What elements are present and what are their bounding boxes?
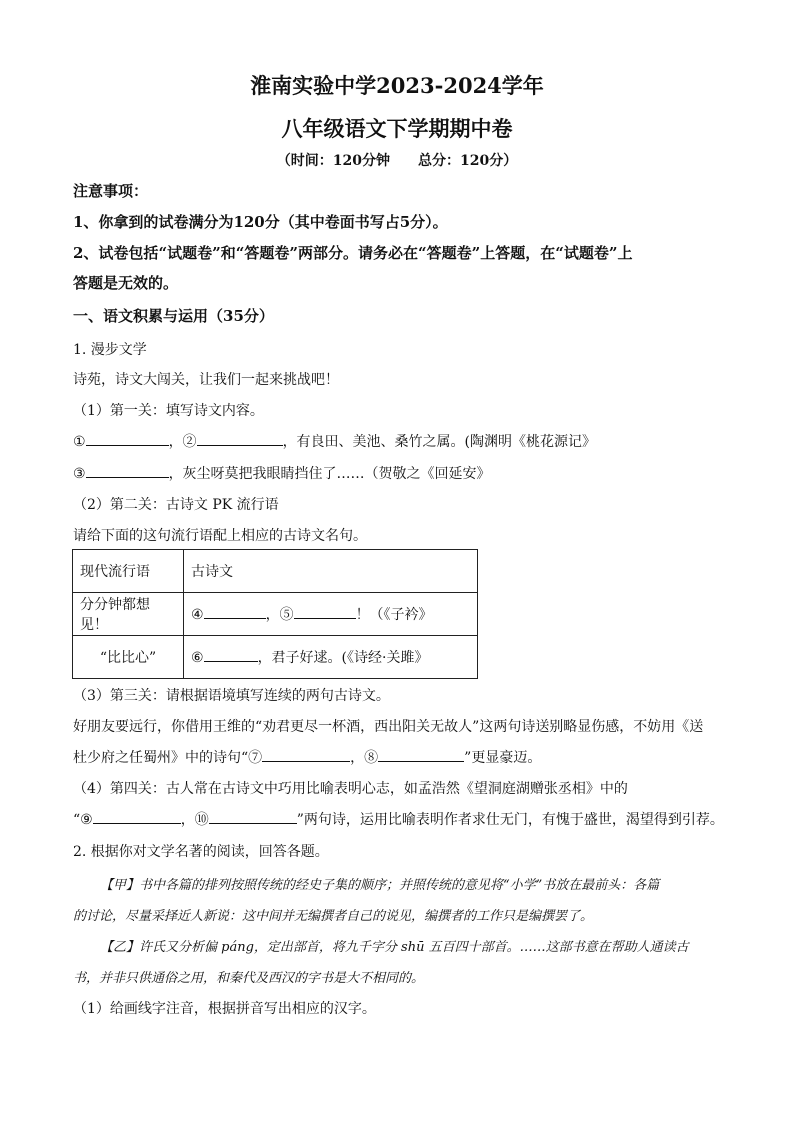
fill-line-2 xyxy=(73,463,491,483)
notes-heading: 注意事项： xyxy=(73,182,149,200)
blank-label-8: ，⑧ xyxy=(350,750,379,766)
blank-label-6: ⑥ xyxy=(191,650,204,666)
table-header-classical: 古诗文 xyxy=(184,550,478,593)
question-2-sub-1: （1）给画线字注音，根据拼音写出相应的汉字。 xyxy=(73,1001,376,1017)
exam-title: 淮南实验中学2023-2024学年 xyxy=(250,73,544,98)
note-1: 1、你拿到的试卷满分为120分（其中卷面书写占5分）。 xyxy=(73,213,448,231)
blank-label-2: ，② xyxy=(168,434,197,450)
table-cell-source-2: ，君子好逑。(《诗经·关雎》 xyxy=(257,650,429,666)
answer-blank-6[interactable] xyxy=(204,647,258,662)
table-cell-slang-2: “比比心” xyxy=(73,636,184,679)
exam-meta: （时间：120分钟 总分：120分） xyxy=(276,153,518,169)
fill-line-2-text: ，灰尘呀莫把我眼睛挡住了……（贺敬之《回延安》 xyxy=(168,466,491,482)
part-3-line-2-text: 杜少府之任蜀州》中的诗句“⑦ xyxy=(73,750,263,766)
part-2-instruction: 请给下面的这句流行语配上相应的古诗文名句。 xyxy=(73,528,367,544)
part-2-label: （2）第二关：古诗文 PK 流行语 xyxy=(73,497,279,513)
section-1-heading: 一、语文积累与运用（35分） xyxy=(73,307,274,325)
fill-line-1-text: ，有良田、美池、桑竹之属。(陶渊明《桃花源记》 xyxy=(282,434,597,450)
table-cell-answer-1 xyxy=(184,593,478,636)
table-row xyxy=(73,593,478,636)
table-row xyxy=(73,550,478,593)
table-header-modern: 现代流行语 xyxy=(73,550,184,593)
question-1-intro: 诗苑，诗文大闯关，让我们一起来挑战吧！ xyxy=(73,372,339,388)
blank-label-9: “⑨ xyxy=(73,812,93,828)
answer-blank-2[interactable] xyxy=(197,431,283,446)
passage-jia-line-2: 的讨论，尽量采择近人新说：这中间并无编撰者自己的说见，编撰者的工作只是编撰罢了。 xyxy=(73,909,594,924)
blank-label-3: ③ xyxy=(73,466,86,482)
part-3-line-2 xyxy=(73,747,541,767)
answer-blank-1[interactable] xyxy=(86,431,169,446)
part-3-line-1: 好朋友要远行，你借用王维的“劝君更尽一杯酒，西出阳关无故人”这两句诗送别略显伤感，不妨用《送 xyxy=(73,719,704,735)
table-cell-source-1: ！（《子衿》 xyxy=(355,607,433,623)
passage-yi-line-1: 【乙】许氏又分析偏 páng，定出部首，将九千字分 shū 五百四十部首。……这部书意在帮助人通读古 xyxy=(100,940,689,955)
part-4-line-2 xyxy=(73,809,724,829)
table-cell-slang-1: 分分钟都想见！ xyxy=(73,593,184,636)
part-3-label: （3）第三关：请根据语境填写连续的两句古诗文。 xyxy=(73,688,390,704)
note-2-line-1: 2、试卷包括“试题卷”和“答题卷”两部分。请务必在“答题卷”上答题，在“试题卷”上 xyxy=(73,244,633,262)
exam-subtitle: 八年级语文下学期期中卷 xyxy=(281,116,513,141)
part-4-line-2-end: ”两句诗，运用比喻表明作者求仕无门，有愧于盛世，渴望得到引荐。 xyxy=(296,812,724,828)
blank-label-5: ，⑤ xyxy=(265,607,294,623)
answer-blank-10[interactable] xyxy=(209,809,297,824)
answer-blank-7[interactable] xyxy=(262,747,350,762)
blank-label-10: ，⑩ xyxy=(180,812,209,828)
table-cell-answer-2 xyxy=(184,636,478,679)
table-row xyxy=(73,636,478,679)
answer-blank-8[interactable] xyxy=(378,747,464,762)
poem-table xyxy=(72,549,478,679)
part-4-line-1: （4）第四关：古人常在古诗文中巧用比喻表明心志，如孟浩然《望洞庭湖赠张丞相》中的 xyxy=(73,781,628,797)
fill-line-1 xyxy=(73,431,596,451)
note-2-line-2: 答题是无效的。 xyxy=(73,274,179,292)
question-1-title: 1. 漫步文学 xyxy=(73,342,147,358)
passage-yi-line-2: 书，并非只供通俗之用，和秦代及西汉的字书是大不相同的。 xyxy=(73,971,425,986)
passage-jia-line-1: 【甲】书中各篇的排列按照传统的经史子集的顺序；并照传统的意见将“小学”书放在最前头：各篇 xyxy=(100,878,660,893)
blank-label-1: ① xyxy=(73,434,86,450)
question-2-title: 2. 根据你对文学名著的阅读，回答各题。 xyxy=(73,844,329,860)
answer-blank-3[interactable] xyxy=(86,463,169,478)
blank-label-4: ④ xyxy=(191,607,204,623)
part-3-line-2-end: ”更显豪迈。 xyxy=(464,750,542,766)
part-1-label: （1）第一关：填写诗文内容。 xyxy=(73,403,264,419)
answer-blank-9[interactable] xyxy=(93,809,181,824)
answer-blank-4[interactable] xyxy=(204,604,266,619)
answer-blank-5[interactable] xyxy=(294,604,356,619)
